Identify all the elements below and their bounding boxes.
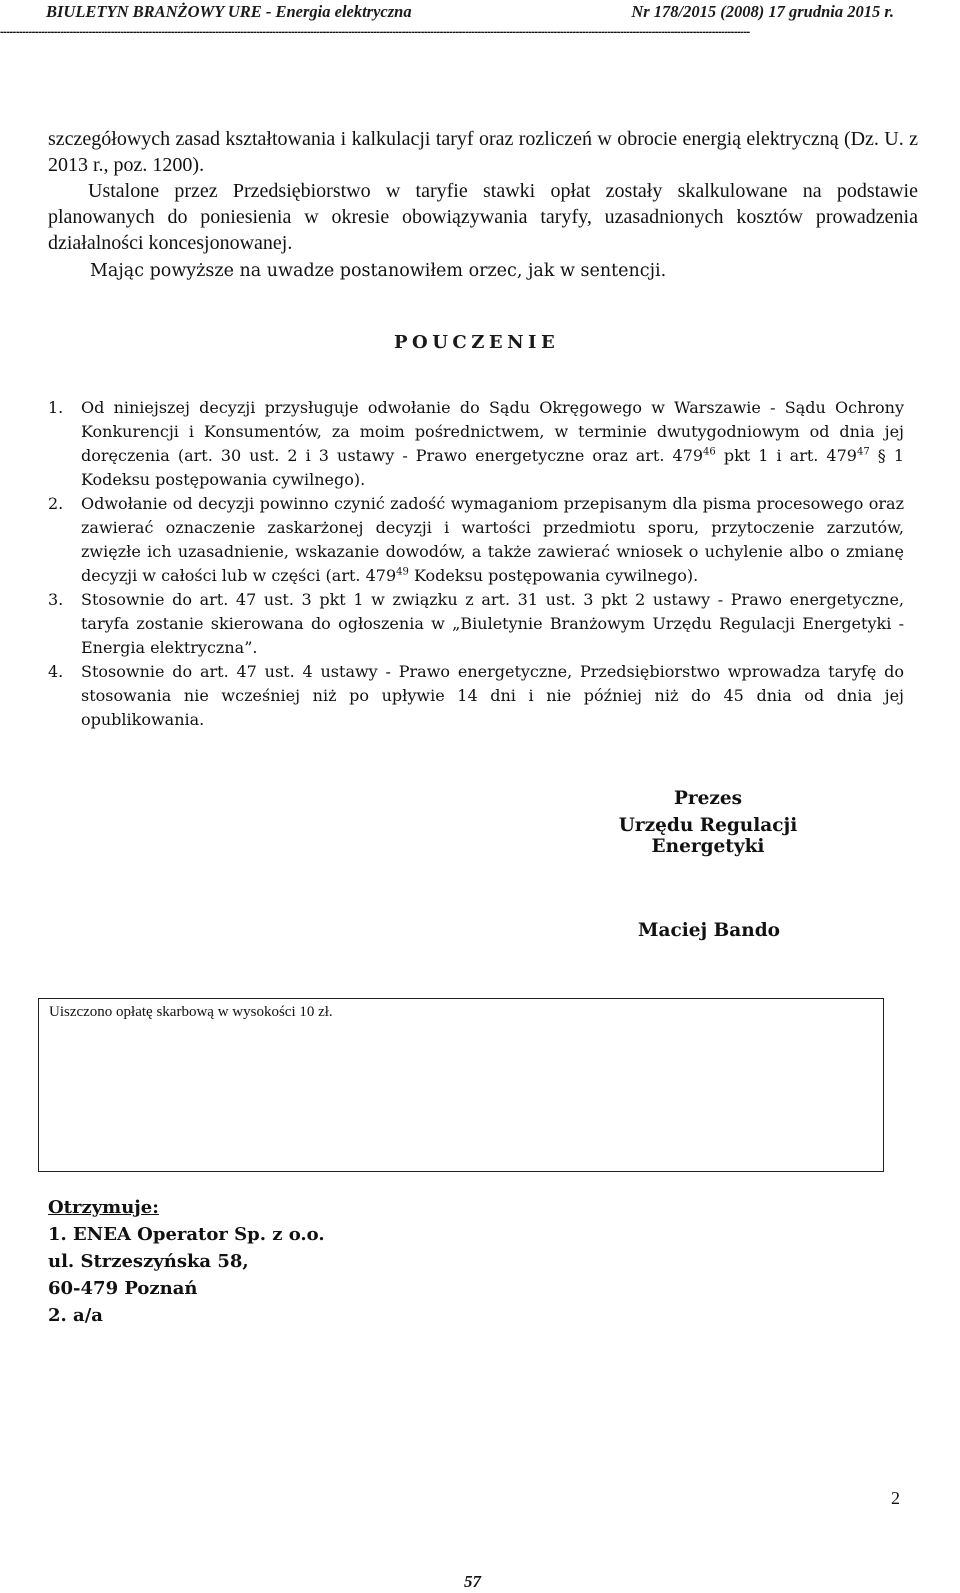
paragraph-legal-basis — [48, 126, 918, 256]
paragraph-text: szczegółowych zasad kształtowania i kalkulacji taryf oraz rozliczeń w obrocie energią elektryczną (Dz. U. z 2013 r., poz. 1200). — [48, 128, 918, 176]
recipients-heading: Otrzymuje: — [48, 1197, 159, 1218]
bulletin-header — [46, 2, 942, 24]
bulletin-title: BIULETYN BRANŻOWY URE - Energia elektryczna — [46, 2, 412, 21]
bulletin-issue: Nr 178/2015 (2008) 17 grudnia 2015 r. — [631, 2, 894, 21]
list-item — [48, 660, 904, 732]
item-text: Od niniejszej decyzji przysługuje odwołanie do Sądu Okręgowego w Warszawie - Sądu Ochrony Konkurencji i Konsumentów, za moim pośrednictwem, w terminie dwutygodniowym od dnia jej doręczenia (art. 30 ust. 2 i 3 ustawy - Prawo energetyczne oraz art. 479 — [81, 398, 904, 465]
item-number: 3. — [48, 590, 64, 609]
superscript: 47 — [856, 446, 870, 458]
item-text: Stosownie do art. 47 ust. 4 ustawy - Prawo energetyczne, Przedsiębiorstwo wprowadza taryfę do stosowania nie wcześniej niż po upływie 14 dni i nie później niż do 45 dnia od dnia jej opublikowania. — [81, 662, 904, 729]
item-text: Stosownie do art. 47 ust. 3 pkt 1 w związku z art. 31 ust. 3 pkt 2 ustawy - Prawo energetyczne, taryfa zostanie skierowana do ogłoszenia w „Biuletynie Branżowym Urzędu Regulacji Energetyki - Energia elektryczna”. — [81, 590, 904, 657]
header-divider: --------------------------------------------------------------------------------------------------------------------------------------------------------------------------------------------------------------------------------------------- — [0, 27, 750, 37]
recipient-line: ul. Strzeszyńska 58, — [48, 1251, 249, 1272]
recipient-line: 2. a/a — [48, 1305, 103, 1326]
stamp-duty-text: Uiszczono opłatę skarbową w wysokości 10 zł. — [49, 1004, 333, 1020]
list-item — [48, 588, 904, 660]
item-text: Odwołanie od decyzji powinno czynić zadość wymaganiom przepisanym dla pisma procesowego oraz zawierać oznaczenie zaskarżonej decyzji i wartości przedmiotu sporu, przytoczenie zarzutów, zwięzłe ich uzasadnienie, wskazanie dowodów, a także zawierać wniosek o uchylenie albo o zmianę decyzji w całości lub w części (art. 479 — [81, 494, 904, 585]
item-number: 4. — [48, 662, 64, 681]
pouczenie-list — [48, 396, 904, 732]
paragraph-tariff-text: Ustalone przez Przedsiębiorstwo w taryfie stawki opłat zostały skalkulowane na podstawie planowanych do poniesienia w okresie obowiązywania taryfy, uzasadnionych kosztów prowadzenia działalności koncesjonowanej. — [48, 180, 918, 254]
item-number: 1. — [48, 398, 64, 417]
signature-organization: Urzędu Regulacji Energetyki — [618, 815, 798, 857]
paragraph-conclusion: Mając powyższe na uwadze postanowiłem orzec, jak w sentencji. — [90, 261, 667, 281]
page-number: 2 — [891, 1488, 900, 1508]
item-text: pkt 1 i art. 479 — [715, 446, 857, 465]
recipient-line: 60-479 Poznań — [48, 1278, 198, 1299]
item-text: Kodeksu postępowania cywilnego). — [408, 566, 699, 585]
list-item — [48, 396, 904, 492]
list-item — [48, 492, 904, 588]
signature-name: Maciej Bando — [638, 920, 781, 941]
recipient-line: 1. ENEA Operator Sp. z o.o. — [48, 1224, 325, 1245]
superscript: 46 — [703, 446, 716, 458]
bulletin-page-number: 57 — [464, 1572, 481, 1591]
item-text: § 1 Kodeksu postępowania cywilnego). — [81, 446, 904, 489]
superscript: 49 — [396, 566, 409, 578]
stamp-duty-box — [38, 998, 884, 1172]
pouczenie-heading: POUCZENIE — [394, 332, 560, 353]
item-number: 2. — [48, 494, 64, 513]
recipients-block — [48, 1194, 325, 1329]
signature-title: Prezes — [673, 788, 743, 809]
